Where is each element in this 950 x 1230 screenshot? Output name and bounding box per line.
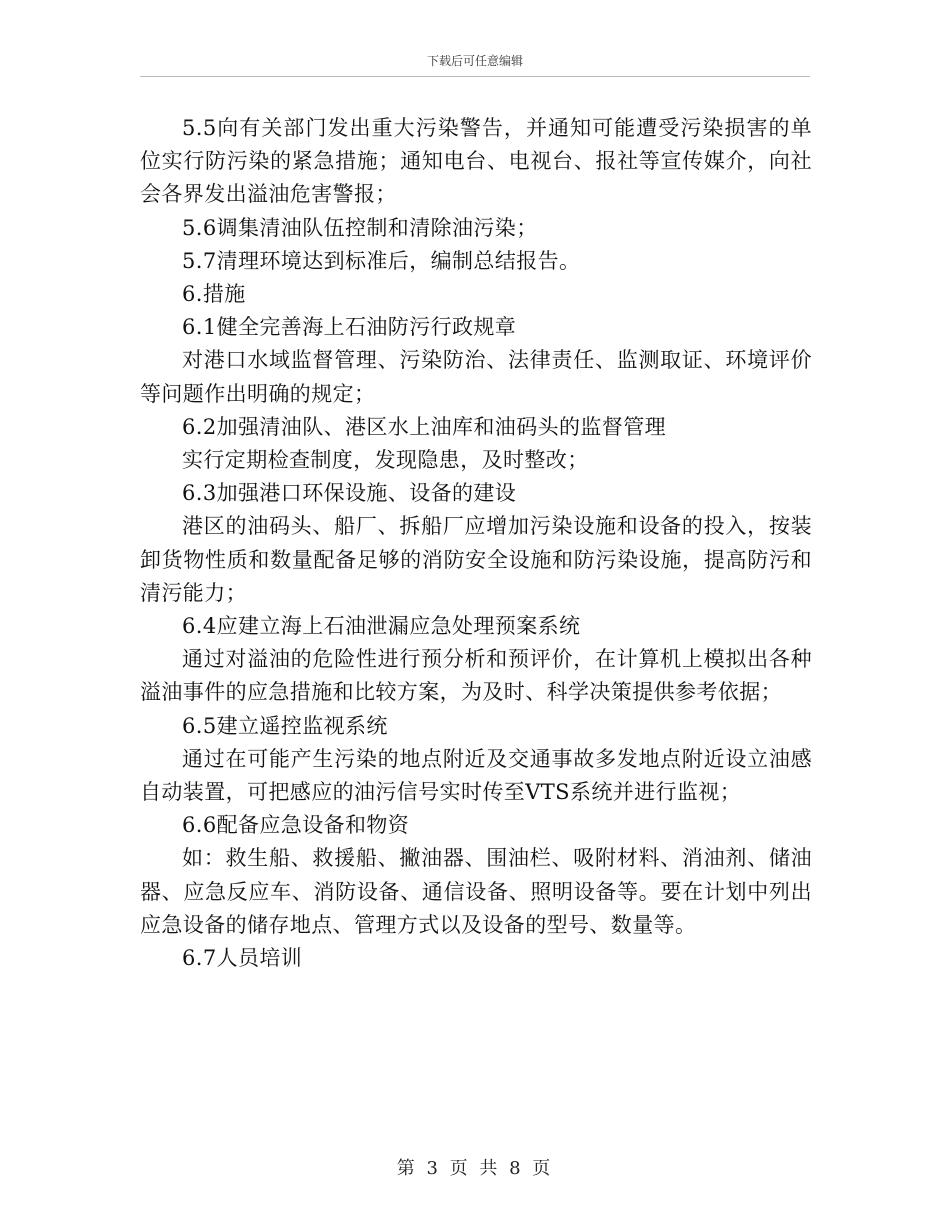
paragraph-6-4-body: 通过对溢油的危险性进行预分析和预评价，在计算机上模拟出各种溢油事件的应急措施和比较方案，为及时、科学决策提供参考依据； [140,647,812,705]
paragraph-5-7: 5.7清理环境达到标准后，编制总结报告。 [182,248,581,273]
heading-6: 6.措施 [182,282,246,307]
document-body [140,112,812,975]
page-number-footer: 第 3 页 共 8 页 [396,1158,554,1179]
paragraph-5-5: 5.5向有关部门发出重大污染警告，并通知可能遭受污染损害的单位实行防污染的紧急措施；通知电台、电视台、报社等宣传媒介，向社会各界发出溢油危害警报； [140,116,812,207]
heading-6-5: 6.5建立遥控监视系统 [182,713,388,738]
paragraph-6-1-body: 对港口水域监督管理、污染防治、法律责任、监测取证、环境评价等问题作出明确的规定； [140,348,812,406]
heading-6-1: 6.1健全完善海上石油防污行政规章 [182,315,517,340]
heading-6-2: 6.2加强清油队、港区水上油库和油码头的监督管理 [182,414,666,439]
page-header: 下载后可任意编辑 [426,54,523,68]
paragraph-6-3-body: 港区的油码头、船厂、拆船厂应增加污染设施和设备的投入，按装卸货物性质和数量配备足够的消防安全设施和防污染设施，提高防污和清污能力； [140,514,812,605]
heading-6-3: 6.3加强港口环保设施、设备的建设 [182,481,517,506]
heading-6-6: 6.6配备应急设备和物资 [182,813,410,838]
heading-6-4: 6.4应建立海上石油泄漏应急处理预案系统 [182,614,581,639]
paragraph-5-6: 5.6调集清油队伍控制和清除油污染； [182,215,538,240]
paragraph-6-2-body: 实行定期检查制度，发现隐患，及时整改； [182,448,589,473]
heading-6-7: 6.7人员培训 [182,946,303,971]
paragraph-6-5-body: 通过在可能产生污染的地点附近及交通事故多发地点附近设立油感自动装置，可把感应的油污信号实时传至VTS系统并进行监视； [140,746,812,805]
header-rule [140,76,810,77]
paragraph-6-6-body: 如：救生船、救援船、撇油器、围油栏、吸附材料、消油剂、储油器、应急反应车、消防设备、通信设备、照明设备等。要在计划中列出应急设备的储存地点、管理方式以及设备的型号、数量等。 [140,846,812,937]
